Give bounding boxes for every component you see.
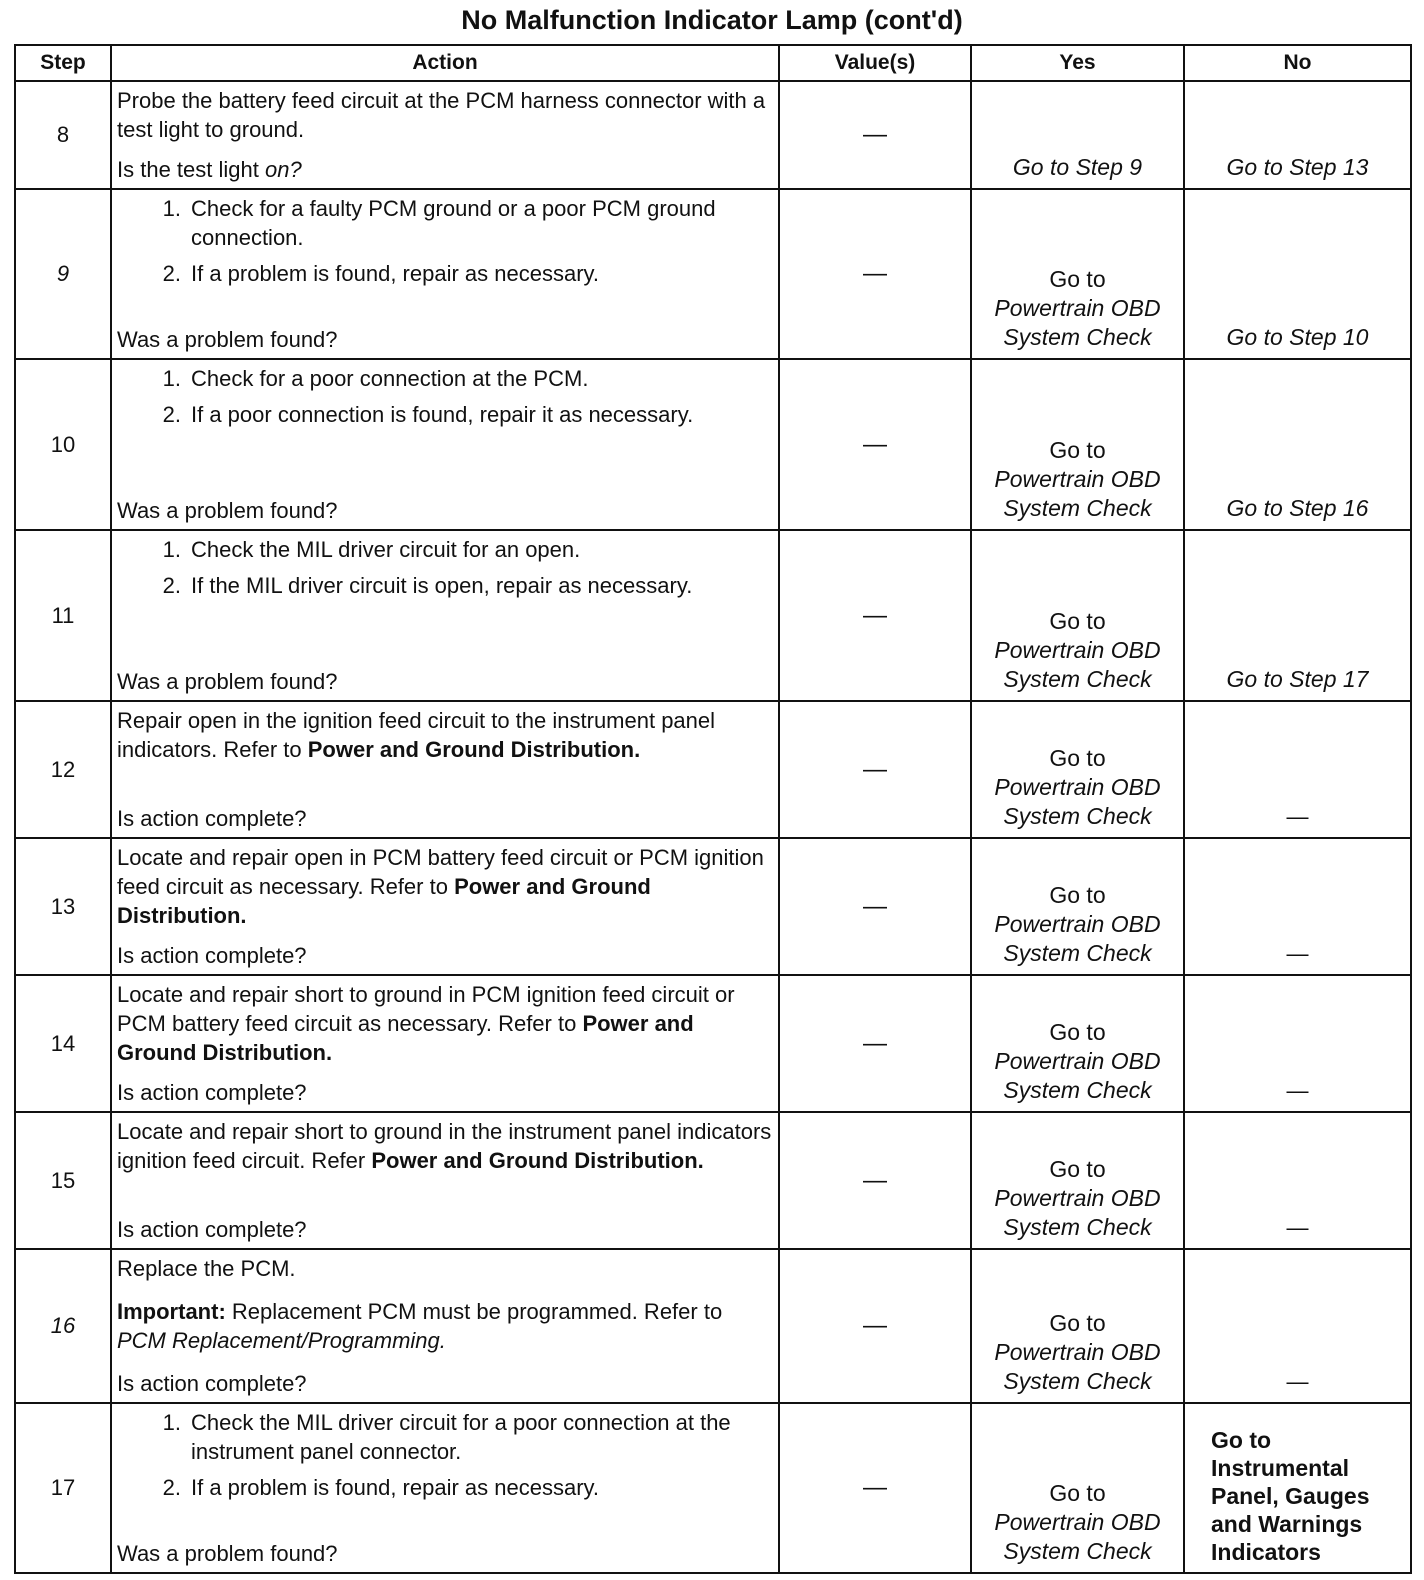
yes-line: System Check (1003, 324, 1152, 350)
question-italic: on? (264, 157, 302, 182)
list-number: 1. (162, 366, 181, 391)
yes-cell (971, 975, 1184, 1112)
yes-line: Go to (1049, 608, 1106, 634)
value-cell: — (779, 1403, 971, 1573)
step-number: 16 (15, 1249, 111, 1403)
action-cell (111, 1403, 779, 1573)
question: Was a problem found? (117, 498, 338, 523)
question (117, 155, 772, 184)
no-line: and Warnings (1211, 1511, 1363, 1537)
header-no: No (1184, 45, 1411, 81)
list-number: 2. (162, 573, 181, 598)
list-item (117, 194, 772, 252)
action-steps (117, 535, 772, 607)
yes-line: System Check (1003, 940, 1152, 966)
yes-line: Go to (1049, 745, 1106, 771)
yes-line: Powertrain OBD (994, 295, 1161, 321)
no-link[interactable]: Go to Step 10 (1226, 324, 1369, 350)
question: Was a problem found? (117, 669, 338, 694)
header-row (15, 45, 1411, 81)
action-text: Probe the battery feed circuit at the PCM harness connector with a test light to ground. (117, 88, 766, 142)
value-cell: — (779, 838, 971, 975)
no-dash: — (1286, 1369, 1309, 1394)
yes-line: Powertrain OBD (994, 1339, 1161, 1365)
yes-cell (971, 838, 1184, 975)
yes-line: System Check (1003, 803, 1152, 829)
yes-line: Powertrain OBD (994, 637, 1161, 663)
yes-line: Powertrain OBD (994, 911, 1161, 937)
important-label: Important: (117, 1299, 226, 1324)
no-cell (1184, 701, 1411, 838)
table-row (15, 359, 1411, 530)
header-action: Action (111, 45, 779, 81)
yes-cell (971, 1112, 1184, 1249)
value-cell: — (779, 701, 971, 838)
list-number: 2. (162, 1475, 181, 1500)
yes-link[interactable] (976, 360, 1179, 523)
no-dash: — (1286, 1215, 1309, 1240)
action-steps (117, 194, 772, 295)
yes-line: System Check (1003, 1077, 1152, 1103)
table-row (15, 1112, 1411, 1249)
list-item (117, 364, 772, 393)
value-cell: — (779, 1112, 971, 1249)
question: Is action complete? (117, 1217, 307, 1242)
no-cell (1184, 1403, 1411, 1573)
yes-link[interactable] (976, 1404, 1179, 1566)
action-cell (111, 359, 779, 530)
no-cell (1184, 530, 1411, 701)
reference-link[interactable]: Power and Ground Distribution. (117, 1011, 694, 1065)
step-number: 15 (15, 1112, 111, 1249)
yes-cell (971, 701, 1184, 838)
step-number: 12 (15, 701, 111, 838)
table-row (15, 701, 1411, 838)
yes-line: Powertrain OBD (994, 1185, 1161, 1211)
no-line: Instrumental (1211, 1455, 1350, 1481)
list-text: If the MIL driver circuit is open, repair as necessary. (191, 573, 693, 598)
list-item (117, 571, 772, 600)
yes-line: Go to (1049, 1156, 1106, 1182)
action-cell (111, 701, 779, 838)
list-text: If a poor connection is found, repair it as necessary. (191, 402, 694, 427)
list-number: 2. (162, 402, 181, 427)
action-steps (117, 364, 772, 436)
yes-link[interactable] (976, 839, 1179, 968)
no-cell (1184, 975, 1411, 1112)
no-link[interactable]: Go to Step 16 (1226, 495, 1369, 521)
question: Is action complete? (117, 1371, 307, 1396)
yes-line: System Check (1003, 495, 1152, 521)
reference-link[interactable]: Power and Ground Distribution. (371, 1148, 704, 1173)
no-cell (1184, 81, 1411, 189)
table-row (15, 838, 1411, 975)
reference-link[interactable]: Power and Ground Distribution. (117, 874, 651, 928)
action-cell (111, 838, 779, 975)
action-cell (111, 530, 779, 701)
question: Was a problem found? (117, 1541, 338, 1566)
step-number: 9 (15, 189, 111, 359)
step-number: 14 (15, 975, 111, 1112)
action-text (117, 980, 772, 1067)
list-item (117, 535, 772, 564)
action-cell (111, 189, 779, 359)
step-number: 11 (15, 530, 111, 701)
value-cell: — (779, 530, 971, 701)
yes-line: Go to (1049, 882, 1106, 908)
table-row (15, 975, 1411, 1112)
yes-line: System Check (1003, 1214, 1152, 1240)
table-row (15, 1249, 1411, 1403)
yes-link[interactable] (976, 190, 1179, 352)
step-number: 17 (15, 1403, 111, 1573)
no-cell (1184, 1249, 1411, 1403)
yes-link[interactable] (976, 702, 1179, 831)
value-cell: — (779, 359, 971, 530)
no-line: Indicators (1211, 1539, 1321, 1565)
no-link[interactable]: Go to Step 17 (1226, 666, 1369, 692)
value-cell: — (779, 1249, 971, 1403)
diagnostic-table (14, 44, 1412, 1574)
list-text: Check the MIL driver circuit for an open. (191, 537, 581, 562)
yes-cell (971, 1249, 1184, 1403)
action-cell (111, 1249, 779, 1403)
table-row (15, 189, 1411, 359)
action-cell (111, 1112, 779, 1249)
step-number: 8 (15, 81, 111, 189)
action-cell (111, 81, 779, 189)
list-number: 2. (162, 261, 181, 286)
list-item (117, 400, 772, 429)
yes-line: Go to (1049, 437, 1106, 463)
action-text-plain: Locate and repair open in PCM battery feed circuit or PCM ignition feed circuit as necessary. Refer to (117, 845, 764, 899)
value-cell: — (779, 81, 971, 189)
yes-link[interactable] (976, 976, 1179, 1105)
action-cell (111, 975, 779, 1112)
list-number: 1. (162, 537, 181, 562)
value-cell: — (779, 189, 971, 359)
yes-cell (971, 1403, 1184, 1573)
action-text (117, 1117, 772, 1175)
list-text: Check the MIL driver circuit for a poor connection at the instrument panel connector. (191, 1410, 731, 1464)
list-item (117, 1408, 772, 1466)
list-text: If a problem is found, repair as necessary. (191, 261, 600, 286)
action-text (117, 843, 772, 930)
action-text: Replace the PCM. (117, 1256, 296, 1281)
reference-link[interactable]: PCM Replacement/Programming. (117, 1328, 446, 1353)
page-title: No Malfunction Indicator Lamp (cont'd) (461, 5, 963, 35)
question: Was a problem found? (117, 327, 338, 352)
yes-line: Go to (1049, 1019, 1106, 1045)
table-row (15, 530, 1411, 701)
yes-line: System Check (1003, 666, 1152, 692)
list-text: If a problem is found, repair as necessary. (191, 1475, 600, 1500)
no-link[interactable] (1189, 1404, 1406, 1566)
no-line: Go to (1211, 1427, 1272, 1453)
yes-line: Go to (1049, 266, 1106, 292)
question: Is action complete? (117, 1080, 307, 1105)
step-number: 13 (15, 838, 111, 975)
action-text-plain: Locate and repair short to ground in the instrument panel indicators ignition feed circuit. Refer (117, 1119, 772, 1173)
list-number: 1. (162, 1410, 181, 1435)
reference-link[interactable]: Power and Ground Distribution. (307, 737, 641, 762)
important-note (117, 1297, 772, 1355)
yes-link[interactable] (976, 1250, 1179, 1396)
list-text: Check for a poor connection at the PCM. (191, 366, 589, 391)
no-link[interactable]: Go to Step 13 (1226, 154, 1369, 180)
yes-line: Powertrain OBD (994, 1509, 1161, 1535)
no-cell (1184, 189, 1411, 359)
yes-line: Go to (1049, 1480, 1106, 1506)
list-item (117, 259, 772, 288)
action-text (117, 706, 772, 764)
yes-link[interactable] (976, 531, 1179, 694)
yes-cell (971, 81, 1184, 189)
no-dash: — (1286, 941, 1309, 966)
list-text: Check for a faulty PCM ground or a poor PCM ground connection. (191, 196, 716, 250)
list-number: 1. (162, 196, 181, 221)
no-cell (1184, 1112, 1411, 1249)
list-item (117, 1473, 772, 1502)
yes-line: Powertrain OBD (994, 1048, 1161, 1074)
yes-line: Go to (1049, 1310, 1106, 1336)
no-dash: — (1286, 804, 1309, 829)
no-cell (1184, 359, 1411, 530)
yes-line: System Check (1003, 1538, 1152, 1564)
yes-link[interactable] (976, 1113, 1179, 1242)
header-values: Value(s) (779, 45, 971, 81)
yes-cell (971, 530, 1184, 701)
header-step: Step (15, 45, 111, 81)
question: Is action complete? (117, 943, 307, 968)
yes-line: Powertrain OBD (994, 774, 1161, 800)
question: Is action complete? (117, 806, 307, 831)
yes-link[interactable]: Go to Step 9 (1012, 154, 1143, 180)
action-text-plain: Repair open in the ignition feed circuit to the instrument panel indicators. Refer to (117, 708, 716, 762)
table-row (15, 81, 1411, 189)
no-dash: — (1286, 1078, 1309, 1103)
yes-line: System Check (1003, 1368, 1152, 1394)
yes-cell (971, 359, 1184, 530)
action-text-plain: Locate and repair short to ground in PCM ignition feed circuit or PCM battery feed circuit as necessary. Refer to (117, 982, 735, 1036)
yes-cell (971, 189, 1184, 359)
no-line: Panel, Gauges (1211, 1483, 1370, 1509)
value-cell: — (779, 975, 971, 1112)
important-text: Replacement PCM must be programmed. Refer to (225, 1299, 723, 1324)
no-cell (1184, 838, 1411, 975)
step-number: 10 (15, 359, 111, 530)
question-text: Is the test light (117, 157, 265, 182)
table-row (15, 1403, 1411, 1573)
header-yes: Yes (971, 45, 1184, 81)
action-steps (117, 1408, 772, 1509)
yes-line: Powertrain OBD (994, 466, 1161, 492)
